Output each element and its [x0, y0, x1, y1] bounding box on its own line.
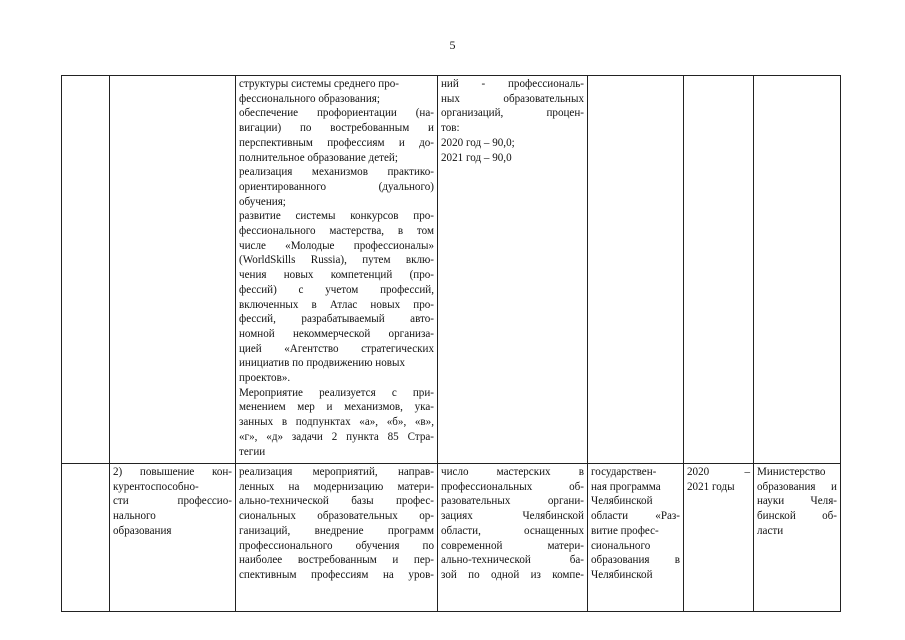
cell-period — [684, 464, 754, 612]
text-line: 2021 год – 90,0 — [441, 151, 512, 164]
text-line: сти профессио- — [113, 495, 232, 508]
text-line: ориентированного (дуального) — [239, 180, 434, 193]
cell-indicator — [438, 464, 588, 612]
text-line: Челябинской — [591, 568, 653, 581]
text-line: Мероприятие реализуется с при- — [239, 386, 434, 399]
text-line: ально-технической ба- — [441, 554, 584, 567]
text-line: образования в — [591, 554, 680, 567]
cell-indicator — [438, 76, 588, 464]
text-line: инициатив по продвижению новых — [239, 357, 406, 370]
cell-responsible — [754, 464, 841, 612]
text-line: тегии — [239, 445, 266, 458]
text-line: Челябинской — [591, 495, 653, 508]
text-line: фессионального образования; — [239, 92, 380, 105]
text-line: наиболее востребованным и пер- — [239, 554, 434, 567]
text-line: цией «Агентство стратегических — [239, 342, 434, 355]
text-line: реализация механизмов практико- — [239, 166, 434, 179]
cell-program — [588, 464, 684, 612]
text-line: сиональных образовательных ор- — [239, 510, 434, 523]
text-line: чения новых компетенций (про- — [239, 269, 434, 282]
text-line: (WorldSkills Russia), путем вклю- — [239, 254, 434, 267]
text-line: ний - профессиональ- — [441, 78, 584, 90]
cell-task — [110, 76, 236, 464]
table-row — [62, 464, 841, 612]
text-line: зациях Челябинской — [441, 510, 584, 523]
text-line: развитие системы конкурсов про- — [239, 210, 434, 223]
text-line: современной матери- — [441, 539, 584, 552]
text-line: курентоспособно- — [113, 480, 199, 493]
text-line: ных образовательных — [441, 92, 584, 105]
text-line: ласти — [757, 524, 784, 537]
text-line: Министерство — [757, 466, 826, 478]
text-line: ная программа — [591, 480, 661, 493]
text-line: обеспечение профориентации (на- — [239, 107, 434, 120]
cell-number — [62, 76, 110, 464]
text-line: государствен- — [591, 466, 657, 478]
text-line: «г», «д» задачи 2 пункта 85 Стра- — [239, 430, 434, 443]
page-number: 5 — [449, 38, 456, 52]
table-row — [62, 76, 841, 464]
text-line: проектов». — [239, 372, 291, 385]
text-line: реализация мероприятий, направ- — [239, 466, 434, 478]
text-line: науки Челя- — [757, 495, 837, 508]
text-line: числе «Молодые профессионалы» — [239, 239, 434, 252]
cell-program — [588, 76, 684, 464]
text-line: тов: — [441, 122, 460, 135]
text-line: фессий) с учетом профессий, — [239, 283, 434, 296]
text-line: области «Раз- — [591, 510, 680, 523]
text-line: 2) повышение кон- — [113, 466, 232, 478]
text-line: образования — [113, 524, 172, 537]
text-line: ально-технической базы профес- — [239, 495, 434, 508]
text-line: области, оснащенных — [441, 524, 584, 537]
cell-measures — [236, 464, 438, 612]
text-line: ганизаций, внедрение программ — [239, 524, 434, 537]
text-line: обучения; — [239, 195, 286, 208]
text-line: 2021 годы — [687, 480, 735, 493]
text-line: структуры системы среднего про- — [239, 78, 399, 90]
cell-responsible — [754, 76, 841, 464]
text-line: полнительное образование детей; — [239, 151, 398, 164]
text-line: менением мер и механизмов, ука- — [239, 401, 434, 414]
cell-measures — [236, 76, 438, 464]
text-line: бинской об- — [757, 510, 837, 523]
cell-number — [62, 464, 110, 612]
text-line: фессий, разрабатываемый авто- — [239, 313, 434, 326]
text-line: профессиональных об- — [441, 480, 584, 493]
text-line: перспективным профессиям и до- — [239, 136, 434, 149]
cell-period — [684, 76, 754, 464]
text-line: сионального — [591, 539, 651, 552]
text-line: профессионального обучения по — [239, 539, 434, 552]
text-line: вигации) по востребованным и — [239, 122, 434, 135]
text-line: 2020 – — [687, 466, 750, 478]
text-line: номной некоммерческой организа- — [239, 327, 434, 340]
text-line: разовательных органи- — [441, 495, 584, 508]
text-line: организаций, процен- — [441, 107, 584, 120]
text-line: витие профес- — [591, 524, 659, 537]
text-line: образования и — [757, 480, 837, 493]
text-line: спективным профессиям на уров- — [239, 568, 434, 581]
cell-task — [110, 464, 236, 612]
document-table — [61, 75, 841, 612]
text-line: зой по одной из компе- — [441, 568, 584, 581]
text-line: нального — [113, 510, 156, 523]
text-line: число мастерских в — [441, 466, 584, 478]
text-line: ленных на модернизацию матери- — [239, 480, 434, 493]
text-line: занных в подпунктах «а», «б», «в», — [239, 416, 434, 429]
text-line: фессионального мастерства, в том — [239, 225, 434, 238]
text-line: 2020 год – 90,0; — [441, 136, 515, 149]
text-line: включенных в Атлас новых про- — [239, 298, 434, 311]
